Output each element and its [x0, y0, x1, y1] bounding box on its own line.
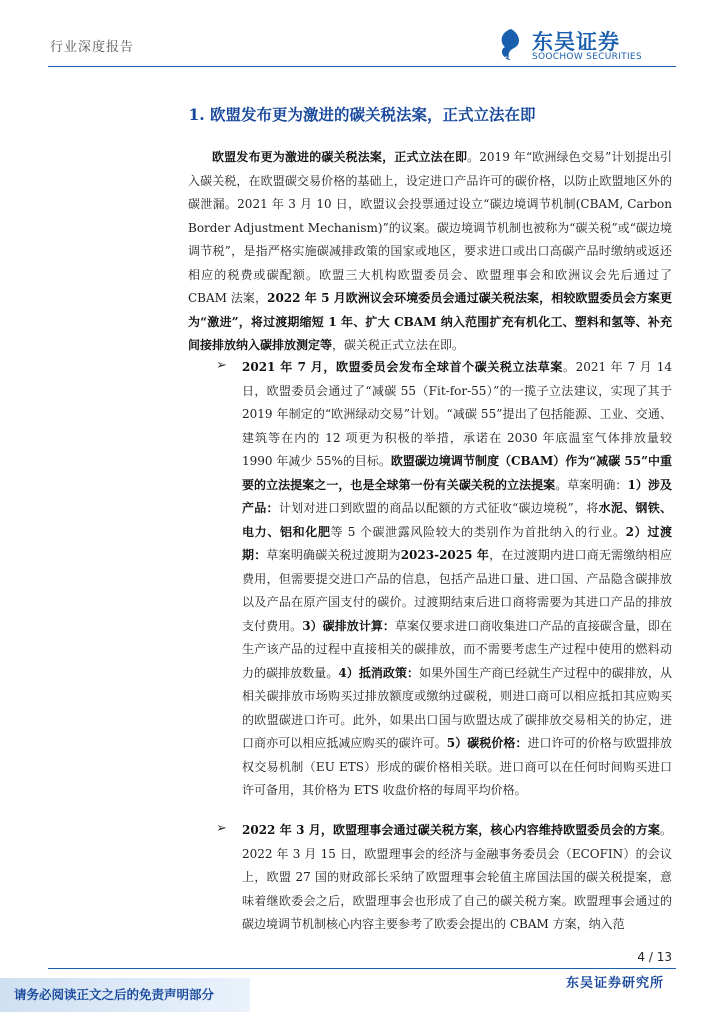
bullet1-bold-9: 5）碳税价格：	[446, 736, 528, 750]
header-divider	[48, 66, 676, 67]
bullet1-bold-4: 水泥、钢铁、电力、铝和化肥	[242, 501, 672, 539]
bullet1-bold-6: 2023-2025 年	[400, 548, 490, 562]
disclaimer-banner[interactable]: 请务必阅读正文之后的免责声明部分	[0, 978, 250, 1012]
bullet1-text-4: 等 5 个碳泄露风险较大的类别作为首批纳入的行业。	[330, 524, 626, 539]
bullet1-text-7: 草案仅要求进口商收集进口产品的直接碳含量，即在生产该产品的过程中直接相关的碳排放，而不需要考虑生产过程中使用的燃料动力的碳排放数量。	[242, 618, 672, 680]
bullet1-heading: 2021 年 7 月，欧盟委员会发布全球首个碳关税立法草案	[242, 360, 563, 374]
bullet-arrow-icon: ➢	[216, 358, 227, 373]
logo-english-name: SOOCHOW SECURITIES	[532, 52, 642, 62]
institute-name: 东吴证券研究所	[565, 976, 664, 991]
page-number: 4 / 13	[637, 950, 672, 964]
bullet1-bold-2: 欧盟碳边境调节制度（CBAM）作为“减碳 55”中重要的立法提案之一，也是全球第一份有关碳关税的立法提案	[242, 454, 672, 492]
intro-bold-2: 2022 年 5 月欧洲议会环境委员会通过碳关税法案，相较欧盟委员会方案更为“激进”，将过渡期缩短 1 年、扩大 CBAM 纳入范围扩充有机化工、塑料和氢等、补充间接排放纳入碳排放测定等	[188, 291, 672, 352]
svg-text:SCS: SCS	[499, 56, 513, 62]
intro-text-1: 。2019 年“欧洲绿色交易”计划提出引入碳关税，在欧盟碳交易价格的基础上，设定进口产品许可的碳价格，以防止欧盟地区外的碳泄漏。2021 年 3 月 10 日，欧盟议会投票通过设立“碳边境调节机制(CBAM, Carbon Border Adjustment Mechanism)”的议案。碳边境调节机制也被称为“碳关税”或“碳边境调节税”，是指严格实施碳减排政策的国家或地区，要求进口或出口高碳产品时缴纳或返还相应的税费或碳配额。欧盟三大机构欧盟委员会、欧盟理事会和欧洲议会先后通过了 CBAM 法案，	[188, 150, 672, 305]
bullet2-heading: 2022 年 3 月，欧盟理事会通过碳关税方案，核心内容维持欧盟委员会的方案	[242, 823, 660, 837]
intro-paragraph	[188, 146, 672, 358]
bullet-paragraph-2022	[242, 819, 672, 937]
section-title: 1. 欧盟发布更为激进的碳关税法案，正式立法在即	[188, 105, 536, 124]
soochow-logo	[496, 28, 696, 64]
bullet-arrow-icon: ➢	[216, 821, 227, 836]
bullet1-text-9: 进口许可的价格与欧盟排放权交易机制（EU ETS）形成的碳价格相关联。进口商可以在任何时间购买进口许可备用，其价格为 ETS 收盘价格的每周平均价格。	[242, 736, 672, 797]
bullet2-text-1: 。2022 年 3 月 15 日，欧盟理事会的经济与金融事务委员会（ECOFIN）的会议上，欧盟 27 国的财政部长采纳了欧盟理事会轮值主席国法国的碳关税提案，意味着继欧委会之后，欧盟理事会也形成了自己的碳关税方案。欧盟理事会通过的碳边境调节机制核心内容主要参考了欧委会提出的 CBAM 方案，纳入范	[242, 823, 672, 931]
bullet1-bold-8: 4）抵消政策：	[338, 665, 420, 680]
bullet1-text-8: 如果外国生产商已经就生产过程中的碳排放，从相关碳排放市场购买过排放额度或缴纳过碳税，则进口商可以相应抵扣其应购买的欧盟碳进口许可。此外，如果出口国与欧盟达成了碳排放交易相关的协定，进口商亦可以相应抵减应购买的碳许可。	[242, 665, 672, 750]
footer-divider	[48, 968, 676, 969]
bullet1-text-6: ，在过渡期内进口商无需缴纳相应费用，但需要提交进口产品的信息，包括产品进口量、进口国、产品隐含碳排放以及产品在原产国支付的碳价。过渡期结束后进口商将需要为其进口产品的排放支付费用。	[242, 548, 672, 633]
bullet-paragraph-2021	[242, 356, 672, 803]
bullet1-bold-3: 1）涉及产品：	[242, 477, 672, 515]
bullet1-bold-7: 3）碳排放计算：	[302, 618, 395, 633]
bullet1-text-2: 。草案明确：	[555, 477, 628, 492]
bullet1-text-3: 计划对进口到欧盟的商品以配额的方式征收“碳边境税”，将	[278, 501, 599, 515]
bullet1-text-5: 草案明确碳关税过渡期为	[266, 548, 401, 562]
header-label: 行业深度报告	[50, 40, 135, 55]
intro-lead-bold: 欧盟发布更为激进的碳关税法案，正式立法在即	[212, 150, 468, 164]
bullet1-text-1: 。2021 年 7 月 14 日，欧盟委员会通过了“减碳 55（Fit-for-55）”的一揽子立法建议，实现了其于 2019 年制定的“欧洲绿动交易”计划。“减碳 55”提出了包括能源、工业、交通、建筑等在内的 12 项更为积极的举措，承诺在 2030 年底温室气体排放量较 1990 年减少 55%的目标。	[242, 360, 672, 468]
soochow-logo-icon	[496, 28, 526, 62]
logo-chinese-name: 东吴证券	[532, 30, 620, 54]
bullet1-bold-5: 2）过渡期：	[242, 524, 672, 562]
intro-text-2: ，碳关税正式立法在即。	[332, 338, 465, 352]
